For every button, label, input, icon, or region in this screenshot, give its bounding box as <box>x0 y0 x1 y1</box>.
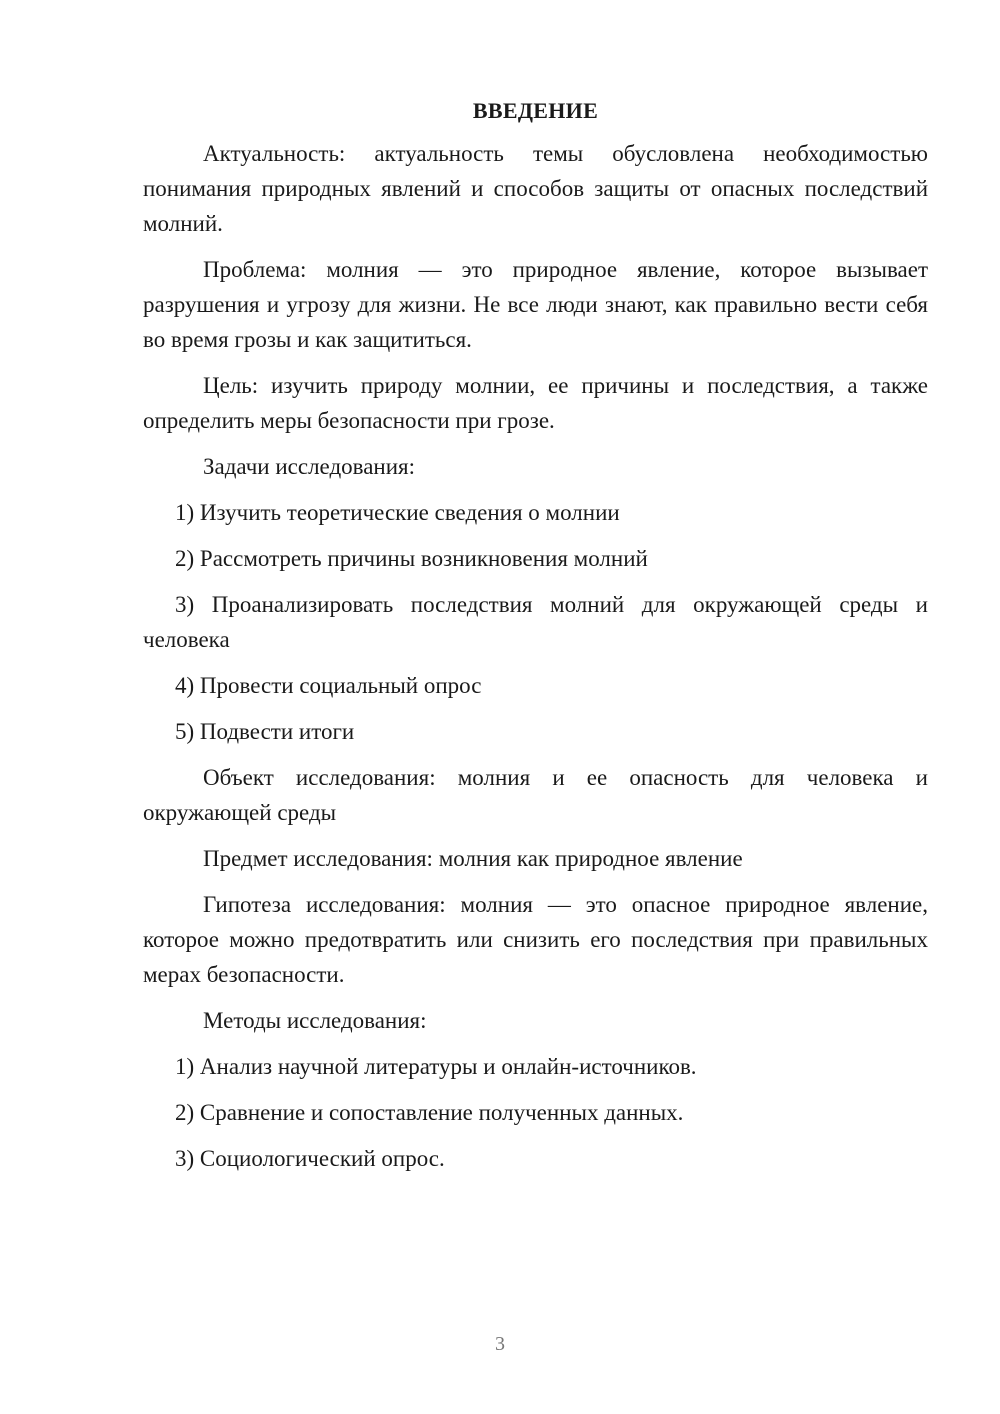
object-paragraph: Объект исследования: молния и ее опасность для человека и окружающей среды <box>143 765 928 825</box>
tasks-title: Задачи исследования: <box>203 454 416 479</box>
task-item: 5) Подвести итоги <box>175 719 355 744</box>
method-item: 1) Анализ научной литературы и онлайн-источников. <box>175 1054 697 1079</box>
methods-title: Методы исследования: <box>203 1008 427 1033</box>
task-item: 1) Изучить теоретические сведения о молнии <box>175 500 620 525</box>
page-number: 3 <box>495 1333 505 1355</box>
goal-paragraph: Цель: изучить природу молнии, ее причины и последствия, а также определить меры безопасности при грозе. <box>143 373 928 433</box>
page-content <box>143 96 928 1187</box>
task-item: 3) Проанализировать последствия молний для окружающей среды и человека <box>143 592 928 652</box>
subject-paragraph: Предмет исследования: молния как природное явление <box>203 846 743 871</box>
section-heading: ВВЕДЕНИЕ <box>472 98 599 123</box>
relevance-paragraph: Актуальность: актуальность темы обусловлена необходимостью понимания природных явлений и способов защиты от опасных последствий молний. <box>143 141 928 236</box>
method-item: 3) Социологический опрос. <box>175 1146 445 1171</box>
method-item: 2) Сравнение и сопоставление полученных данных. <box>175 1100 684 1125</box>
problem-paragraph: Проблема: молния — это природное явление, которое вызывает разрушения и угрозу для жизни. Не все люди знают, как правильно вести себя во время грозы и как защититься. <box>143 257 928 352</box>
hypothesis-paragraph: Гипотеза исследования: молния — это опасное природное явление, которое можно предотвратить или снизить его последствия при правильных мерах безопасности. <box>143 892 928 987</box>
task-item: 2) Рассмотреть причины возникновения молний <box>175 546 648 571</box>
task-item: 4) Провести социальный опрос <box>175 673 482 698</box>
